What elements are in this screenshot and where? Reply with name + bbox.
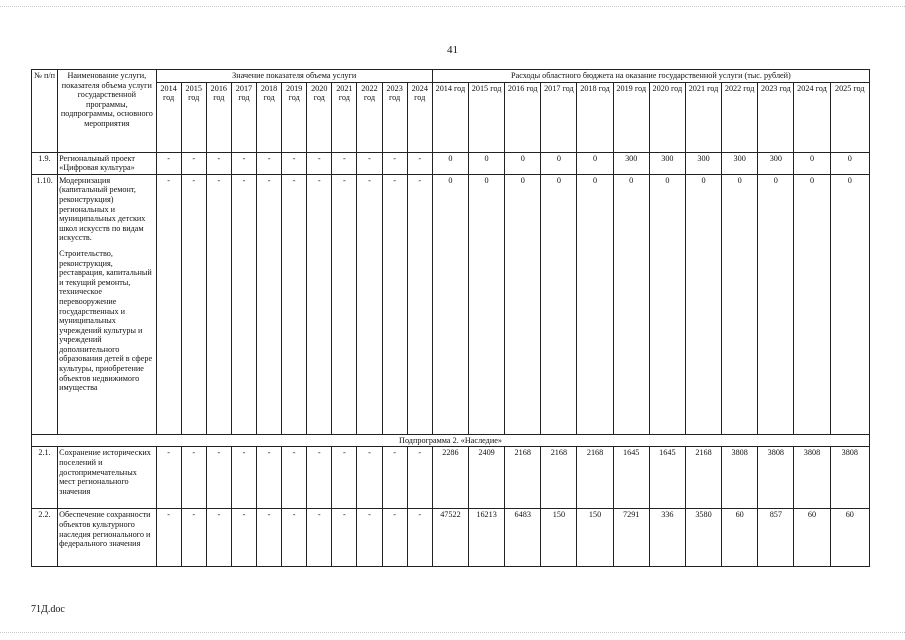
volume-value: - bbox=[382, 174, 407, 434]
expense-year-header: 2018 год bbox=[577, 82, 613, 152]
scan-edge-bottom bbox=[0, 632, 905, 633]
row-name-paragraph: Модернизация (капитальный ремонт, реконструкция) региональных и муниципальных детских школ искусств по видам искусств. bbox=[59, 175, 146, 243]
volume-value: - bbox=[206, 174, 231, 434]
expense-value: 3808 bbox=[794, 447, 830, 509]
row-number: 1.10. bbox=[32, 174, 58, 434]
volume-value: - bbox=[282, 447, 307, 509]
expense-value: 0 bbox=[830, 152, 869, 174]
expense-value: 0 bbox=[794, 152, 830, 174]
expense-value: 0 bbox=[685, 174, 721, 434]
expense-year-header: 2024 год bbox=[794, 82, 830, 152]
volume-value: - bbox=[156, 152, 181, 174]
expense-year-header: 2016 год bbox=[505, 82, 541, 152]
expense-value: 0 bbox=[469, 152, 505, 174]
row-name bbox=[58, 174, 156, 434]
volume-value: - bbox=[206, 447, 231, 509]
expense-value: 0 bbox=[505, 152, 541, 174]
expense-value: 0 bbox=[577, 174, 613, 434]
volume-value: - bbox=[382, 509, 407, 567]
expense-value: 0 bbox=[830, 174, 869, 434]
table-row bbox=[32, 152, 870, 174]
row-name bbox=[58, 509, 156, 567]
expense-value: 0 bbox=[505, 174, 541, 434]
expense-year-header: 2020 год bbox=[649, 82, 685, 152]
volume-value: - bbox=[231, 152, 256, 174]
volume-value: - bbox=[407, 447, 432, 509]
volume-year-header: 2018 год bbox=[257, 82, 282, 152]
expense-value: 2168 bbox=[541, 447, 577, 509]
expense-year-header: 2015 год bbox=[469, 82, 505, 152]
volume-value: - bbox=[332, 174, 357, 434]
volume-value: - bbox=[332, 509, 357, 567]
expense-year-header: 2022 год bbox=[722, 82, 758, 152]
volume-value: - bbox=[257, 152, 282, 174]
volume-year-header: 2019 год bbox=[282, 82, 307, 152]
volume-value: - bbox=[357, 509, 382, 567]
volume-year-header: 2022 год bbox=[357, 82, 382, 152]
scan-edge-top bbox=[0, 6, 905, 7]
volume-year-header: 2021 год bbox=[332, 82, 357, 152]
expense-value: 300 bbox=[613, 152, 649, 174]
row-name-paragraph: Строительство, реконструкция, реставрация, капитальный и текущий ремонты, техническое перевооружение государственных и муниципальных учреждений культуры и учреждений дополнительного образования детей в сфере культуры, приобретение объектов недвижимого имущества bbox=[59, 248, 153, 393]
header-expenses: Расходы областного бюджета на оказание государственной услуги (тыс. рублей) bbox=[432, 70, 869, 83]
expense-value: 0 bbox=[577, 152, 613, 174]
volume-value: - bbox=[156, 509, 181, 567]
expense-value: 2168 bbox=[577, 447, 613, 509]
expense-value: 0 bbox=[541, 174, 577, 434]
table-row bbox=[32, 509, 870, 567]
header-name: Наименование услуги, показателя объема услуги государственной программы, подпрограммы, основного мероприятия bbox=[58, 70, 156, 153]
volume-value: - bbox=[206, 509, 231, 567]
volume-value: - bbox=[332, 447, 357, 509]
row-number: 2.2. bbox=[32, 509, 58, 567]
expense-value: 1645 bbox=[649, 447, 685, 509]
row-name-paragraph: Сохранение исторических поселений и достопримечательных мест регионального значения bbox=[59, 448, 151, 496]
volume-year-header: 2016 год bbox=[206, 82, 231, 152]
expense-year-header: 2023 год bbox=[758, 82, 794, 152]
volume-value: - bbox=[257, 174, 282, 434]
expense-value: 3808 bbox=[758, 447, 794, 509]
volume-year-header: 2023 год bbox=[382, 82, 407, 152]
expense-value: 60 bbox=[794, 509, 830, 567]
expense-year-header: 2025 год bbox=[830, 82, 869, 152]
expense-value: 60 bbox=[722, 509, 758, 567]
expense-value: 16213 bbox=[469, 509, 505, 567]
row-name-paragraph: Обеспечение сохранности объектов культурного наследия регионального и федерального значения bbox=[59, 510, 151, 549]
expense-value: 1645 bbox=[613, 447, 649, 509]
volume-value: - bbox=[382, 152, 407, 174]
expense-value: 336 bbox=[649, 509, 685, 567]
row-number: 1.9. bbox=[32, 152, 58, 174]
section-row bbox=[32, 434, 870, 447]
volume-value: - bbox=[382, 447, 407, 509]
volume-value: - bbox=[407, 509, 432, 567]
row-name bbox=[58, 152, 156, 174]
footer-filename: 71Д.doc bbox=[31, 604, 65, 615]
expense-value: 6483 bbox=[505, 509, 541, 567]
volume-value: - bbox=[181, 152, 206, 174]
expense-value: 0 bbox=[758, 174, 794, 434]
expense-value: 60 bbox=[830, 509, 869, 567]
expense-value: 0 bbox=[432, 152, 468, 174]
volume-value: - bbox=[307, 174, 332, 434]
volume-value: - bbox=[181, 447, 206, 509]
volume-value: - bbox=[231, 509, 256, 567]
volume-year-header: 2024 год bbox=[407, 82, 432, 152]
expense-value: 2409 bbox=[469, 447, 505, 509]
page-number: 41 bbox=[447, 44, 458, 56]
expense-value: 300 bbox=[649, 152, 685, 174]
volume-value: - bbox=[181, 174, 206, 434]
volume-value: - bbox=[407, 174, 432, 434]
volume-value: - bbox=[206, 152, 231, 174]
volume-value: - bbox=[282, 509, 307, 567]
volume-value: - bbox=[156, 174, 181, 434]
volume-value: - bbox=[156, 447, 181, 509]
expense-value: 857 bbox=[758, 509, 794, 567]
expense-value: 300 bbox=[685, 152, 721, 174]
expense-value: 0 bbox=[432, 174, 468, 434]
volume-value: - bbox=[332, 152, 357, 174]
expense-value: 300 bbox=[758, 152, 794, 174]
expense-year-header: 2017 год bbox=[541, 82, 577, 152]
expense-value: 3808 bbox=[722, 447, 758, 509]
row-name bbox=[58, 447, 156, 509]
expense-value: 2168 bbox=[685, 447, 721, 509]
volume-year-header: 2014 год bbox=[156, 82, 181, 152]
volume-year-header: 2020 год bbox=[307, 82, 332, 152]
expense-value: 2286 bbox=[432, 447, 468, 509]
volume-value: - bbox=[357, 447, 382, 509]
expense-value: 2168 bbox=[505, 447, 541, 509]
expense-value: 0 bbox=[541, 152, 577, 174]
expense-year-header: 2019 год bbox=[613, 82, 649, 152]
table-row bbox=[32, 174, 870, 434]
section-title: Подпрограмма 2. «Наследие» bbox=[32, 434, 870, 447]
expense-year-header: 2014 год bbox=[432, 82, 468, 152]
volume-year-header: 2017 год bbox=[231, 82, 256, 152]
volume-value: - bbox=[307, 509, 332, 567]
expense-value: 3580 bbox=[685, 509, 721, 567]
volume-value: - bbox=[357, 152, 382, 174]
expense-value: 0 bbox=[469, 174, 505, 434]
expense-value: 0 bbox=[794, 174, 830, 434]
volume-value: - bbox=[231, 174, 256, 434]
volume-value: - bbox=[307, 447, 332, 509]
expense-value: 150 bbox=[577, 509, 613, 567]
row-number: 2.1. bbox=[32, 447, 58, 509]
volume-value: - bbox=[257, 447, 282, 509]
volume-value: - bbox=[307, 152, 332, 174]
volume-value: - bbox=[257, 509, 282, 567]
volume-value: - bbox=[282, 152, 307, 174]
expense-value: 0 bbox=[613, 174, 649, 434]
budget-table bbox=[31, 69, 870, 567]
volume-value: - bbox=[357, 174, 382, 434]
table-row bbox=[32, 447, 870, 509]
header-volume: Значение показателя объема услуги bbox=[156, 70, 432, 83]
expense-value: 0 bbox=[722, 174, 758, 434]
header-num: № п/п bbox=[32, 70, 58, 153]
expense-year-header: 2021 год bbox=[685, 82, 721, 152]
expense-value: 7291 bbox=[613, 509, 649, 567]
volume-value: - bbox=[407, 152, 432, 174]
volume-value: - bbox=[181, 509, 206, 567]
volume-value: - bbox=[231, 447, 256, 509]
expense-value: 300 bbox=[722, 152, 758, 174]
expense-value: 0 bbox=[649, 174, 685, 434]
row-name-paragraph: Региональный проект «Цифровая культура» bbox=[59, 153, 135, 173]
expense-value: 150 bbox=[541, 509, 577, 567]
volume-year-header: 2015 год bbox=[181, 82, 206, 152]
volume-value: - bbox=[282, 174, 307, 434]
expense-value: 47522 bbox=[432, 509, 468, 567]
expense-value: 3808 bbox=[830, 447, 869, 509]
